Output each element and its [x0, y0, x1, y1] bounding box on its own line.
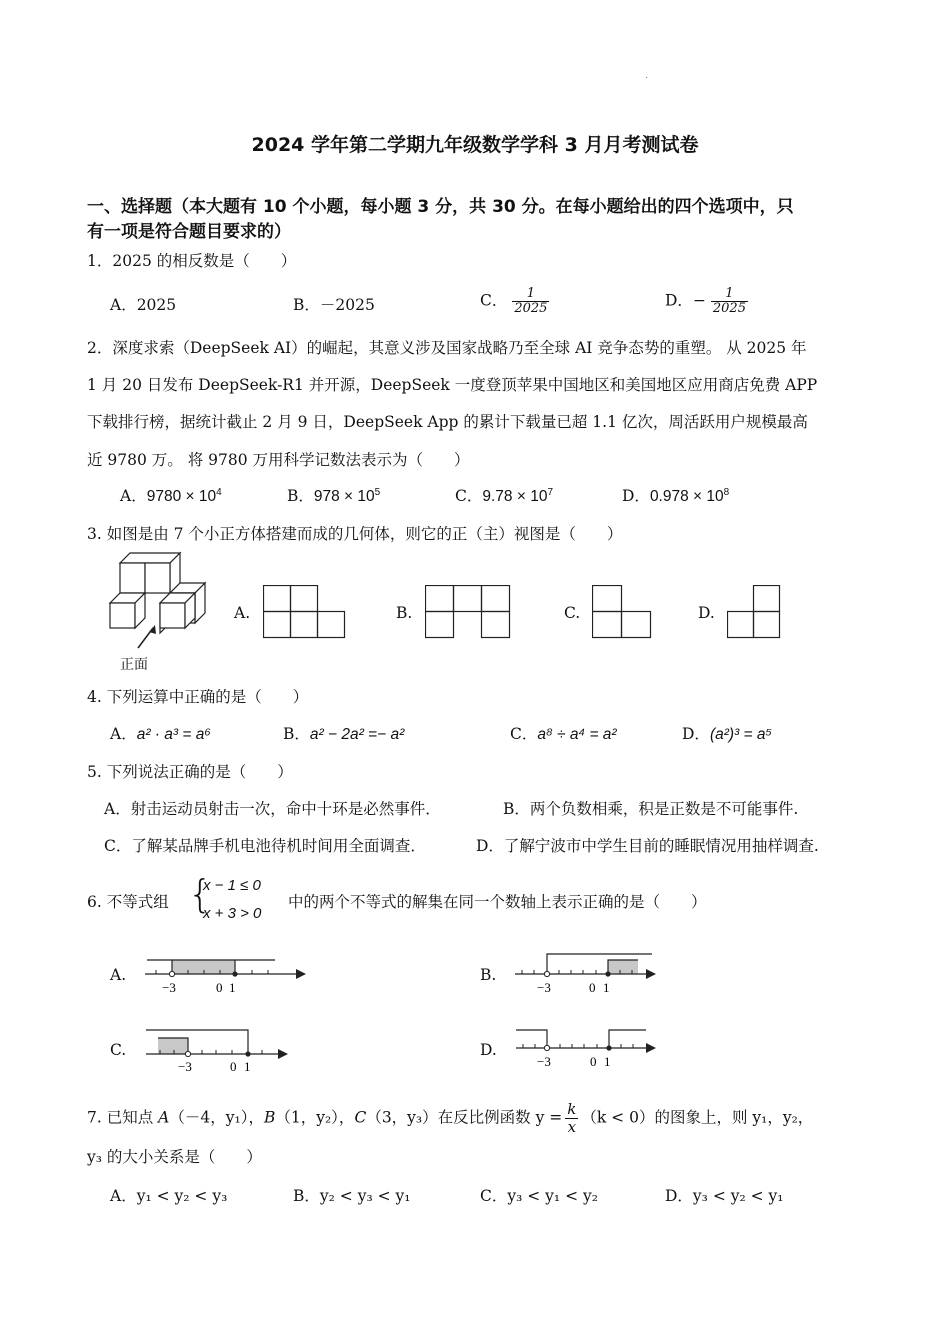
q2-line-1: 2．深度求索（DeepSeek AI）的崛起，其意义涉及国家战略乃至全球 AI 竞争态势的重塑。 从 2025 年 — [87, 339, 807, 357]
q7-option-d: D．y₃ < y₂ < y₁ — [665, 1187, 784, 1205]
option-value: 9.78 × 10 — [482, 488, 548, 505]
fraction-numerator: k — [567, 1100, 577, 1118]
q6-brace-icon: { — [188, 872, 213, 916]
option-value: 978 × 10 — [313, 488, 375, 505]
q1-stem: 1．2025 的相反数是（ ） — [87, 252, 297, 270]
q1-option-c-label: C． — [480, 291, 508, 310]
option-label: C． — [455, 487, 483, 505]
q3-option-a-label: A. — [234, 604, 251, 622]
fraction-numerator: 1 — [512, 287, 549, 302]
q7-option-c: C．y₃ < y₁ < y₂ — [480, 1187, 598, 1205]
tick-label-neg3: −3 — [178, 1059, 192, 1072]
q2-option-d — [622, 484, 729, 506]
q6-prefix: 6. 不等式组 — [87, 893, 169, 911]
q6-option-a-number-line — [140, 948, 310, 998]
q4-option-c — [510, 722, 617, 744]
q4-option-b — [283, 722, 404, 744]
option-label: B． — [287, 487, 314, 505]
q7-line-1 — [87, 1101, 813, 1136]
q5-option-d: D．了解宁波市中学生目前的睡眠情况用抽样调查. — [476, 837, 819, 855]
q3-option-c-view — [592, 585, 652, 640]
q2-line-4: 近 9780 万。 将 9780 万用科学记数法表示为（ ） — [87, 451, 470, 469]
option-value: 9780 × 10 — [146, 488, 217, 505]
q1-option-d-fraction — [711, 287, 748, 316]
q6-option-a-label: A. — [110, 966, 127, 984]
option-label: B． — [283, 725, 310, 743]
option-expression: a⁸ ÷ a⁴ = a² — [537, 726, 617, 743]
q7-text: 7. 已知点 — [87, 1108, 159, 1127]
q4-stem: 4. 下列运算中正确的是（ ） — [87, 688, 309, 706]
option-label: C． — [510, 725, 538, 743]
fraction-numerator: 1 — [711, 287, 748, 302]
q3-option-a-view — [263, 585, 347, 640]
tick-label-1: 1 — [244, 1059, 251, 1072]
option-label: D． — [622, 487, 650, 505]
q3-option-d-label: D. — [698, 604, 715, 622]
tick-label-neg3: −3 — [537, 980, 551, 995]
q6-option-c-label: C. — [110, 1041, 127, 1059]
section-heading-line2: 有一项是符合题目要求的） — [87, 222, 291, 242]
option-exponent: 7 — [547, 486, 554, 498]
section-heading-line1: 一、选择题（本大题有 10 个小题，每小题 3 分，共 30 分。在每小题给出的四个选项中，只 — [87, 197, 794, 217]
q2-line-2: 1 月 20 日发布 DeepSeek-R1 并开源，DeepSeek 一度登顶苹果中国地区和美国地区应用商店免费 APP — [87, 376, 818, 394]
q1-option-d-label: D． — [665, 291, 693, 310]
q5-stem: 5. 下列说法正确的是（ ） — [87, 763, 293, 781]
q3-option-b-view — [425, 585, 511, 640]
q3-option-b-label: B. — [396, 604, 413, 622]
tick-label-neg3: −3 — [162, 980, 176, 995]
option-expression: (a²)³ = a⁵ — [709, 726, 773, 743]
q7-option-a: A．y₁ < y₂ < y₃ — [110, 1187, 228, 1205]
q3-option-d-view — [727, 585, 782, 640]
option-label: A． — [120, 487, 147, 505]
q1-option-c — [480, 287, 549, 316]
q2-option-c — [455, 484, 553, 506]
q6-option-b-label: B. — [480, 966, 497, 984]
fraction-denominator: 2025 — [712, 301, 746, 316]
tick-label-0: 0 — [590, 1054, 597, 1069]
q5-option-a: A．射击运动员射击一次，命中十环是必然事件． — [104, 800, 441, 818]
tick-label-1: 1 — [604, 1054, 611, 1069]
option-expression: a² · a³ = a⁶ — [136, 726, 211, 743]
option-exponent: 4 — [216, 486, 222, 498]
header-dot: · — [645, 72, 649, 83]
q6-inequality-1: x − 1 ≤ 0 — [203, 877, 261, 894]
q3-option-c-label: C. — [564, 604, 581, 622]
q5-option-b: B．两个负数相乘，积是正数是不可能事件. — [503, 800, 799, 818]
minus-sign: − — [692, 291, 706, 310]
q5-option-c: C．了解某品牌手机电池待机时间用全面调查． — [104, 837, 426, 855]
tick-label-0: 0 — [589, 980, 596, 995]
q3-front-label: 正面 — [120, 656, 148, 672]
q3-stem: 3. 如图是由 7 个小正方体搭建而成的几何体，则它的正（主）视图是（ ） — [87, 525, 623, 543]
q7-fraction — [565, 1101, 578, 1136]
point-b-coords: （1，y₂）， — [275, 1108, 355, 1127]
tick-label-neg3: −3 — [537, 1054, 551, 1069]
q1-option-a: A．2025 — [110, 296, 177, 314]
option-exponent: 5 — [374, 486, 381, 498]
q6-option-d-number-line — [510, 1022, 660, 1072]
fraction-denominator: 2025 — [514, 301, 548, 316]
option-label: A． — [110, 725, 137, 743]
tick-label-1: 1 — [603, 980, 610, 995]
q1-option-d — [665, 287, 748, 316]
option-exponent: 8 — [723, 486, 730, 498]
q4-option-d — [682, 722, 772, 744]
q6-suffix: 中的两个不等式的解集在同一个数轴上表示正确的是（ ） — [288, 893, 707, 911]
fraction-denominator: x — [567, 1118, 577, 1136]
point-a: A — [158, 1108, 170, 1127]
tick-label-0: 0 — [216, 980, 223, 995]
q7-line-2: y₃ 的大小关系是（ ） — [87, 1148, 262, 1166]
point-a-coords: （－4，y₁）， — [169, 1108, 264, 1127]
page-title: 2024 学年第二学期九年级数学学科 3 月月考测试卷 — [251, 134, 699, 156]
tick-label-0: 0 — [230, 1059, 237, 1072]
option-expression: a² − 2a² =− a² — [309, 726, 405, 743]
tick-label-1: 1 — [229, 980, 236, 995]
q3-cube-solid-figure — [100, 548, 215, 676]
q1-option-b: B．－2025 — [293, 296, 375, 314]
q6-option-d-label: D. — [480, 1041, 497, 1059]
q2-option-a — [120, 484, 222, 506]
point-c: C — [354, 1108, 367, 1127]
option-value: 0.978 × 10 — [649, 488, 724, 505]
option-label: D． — [682, 725, 710, 743]
q4-option-a — [110, 722, 211, 744]
q6-inequality-2: x + 3 > 0 — [203, 905, 262, 922]
q1-option-c-fraction — [512, 287, 549, 316]
q7-condition: （k < 0）的图象上，则 y₁，y₂， — [581, 1108, 814, 1127]
q2-option-b — [287, 484, 380, 506]
point-c-coords: （3，y₃）在反比例函数 y = — [366, 1108, 563, 1127]
q6-option-b-number-line — [510, 948, 660, 998]
point-b: B — [263, 1108, 276, 1127]
q7-option-b: B．y₂ < y₃ < y₁ — [293, 1187, 411, 1205]
q2-line-3: 下载排行榜，据统计截止 2 月 9 日，DeepSeek App 的累计下载量已超 1.1 亿次，周活跃用户规模最高 — [87, 413, 808, 431]
q6-option-c-number-line — [140, 1022, 290, 1072]
